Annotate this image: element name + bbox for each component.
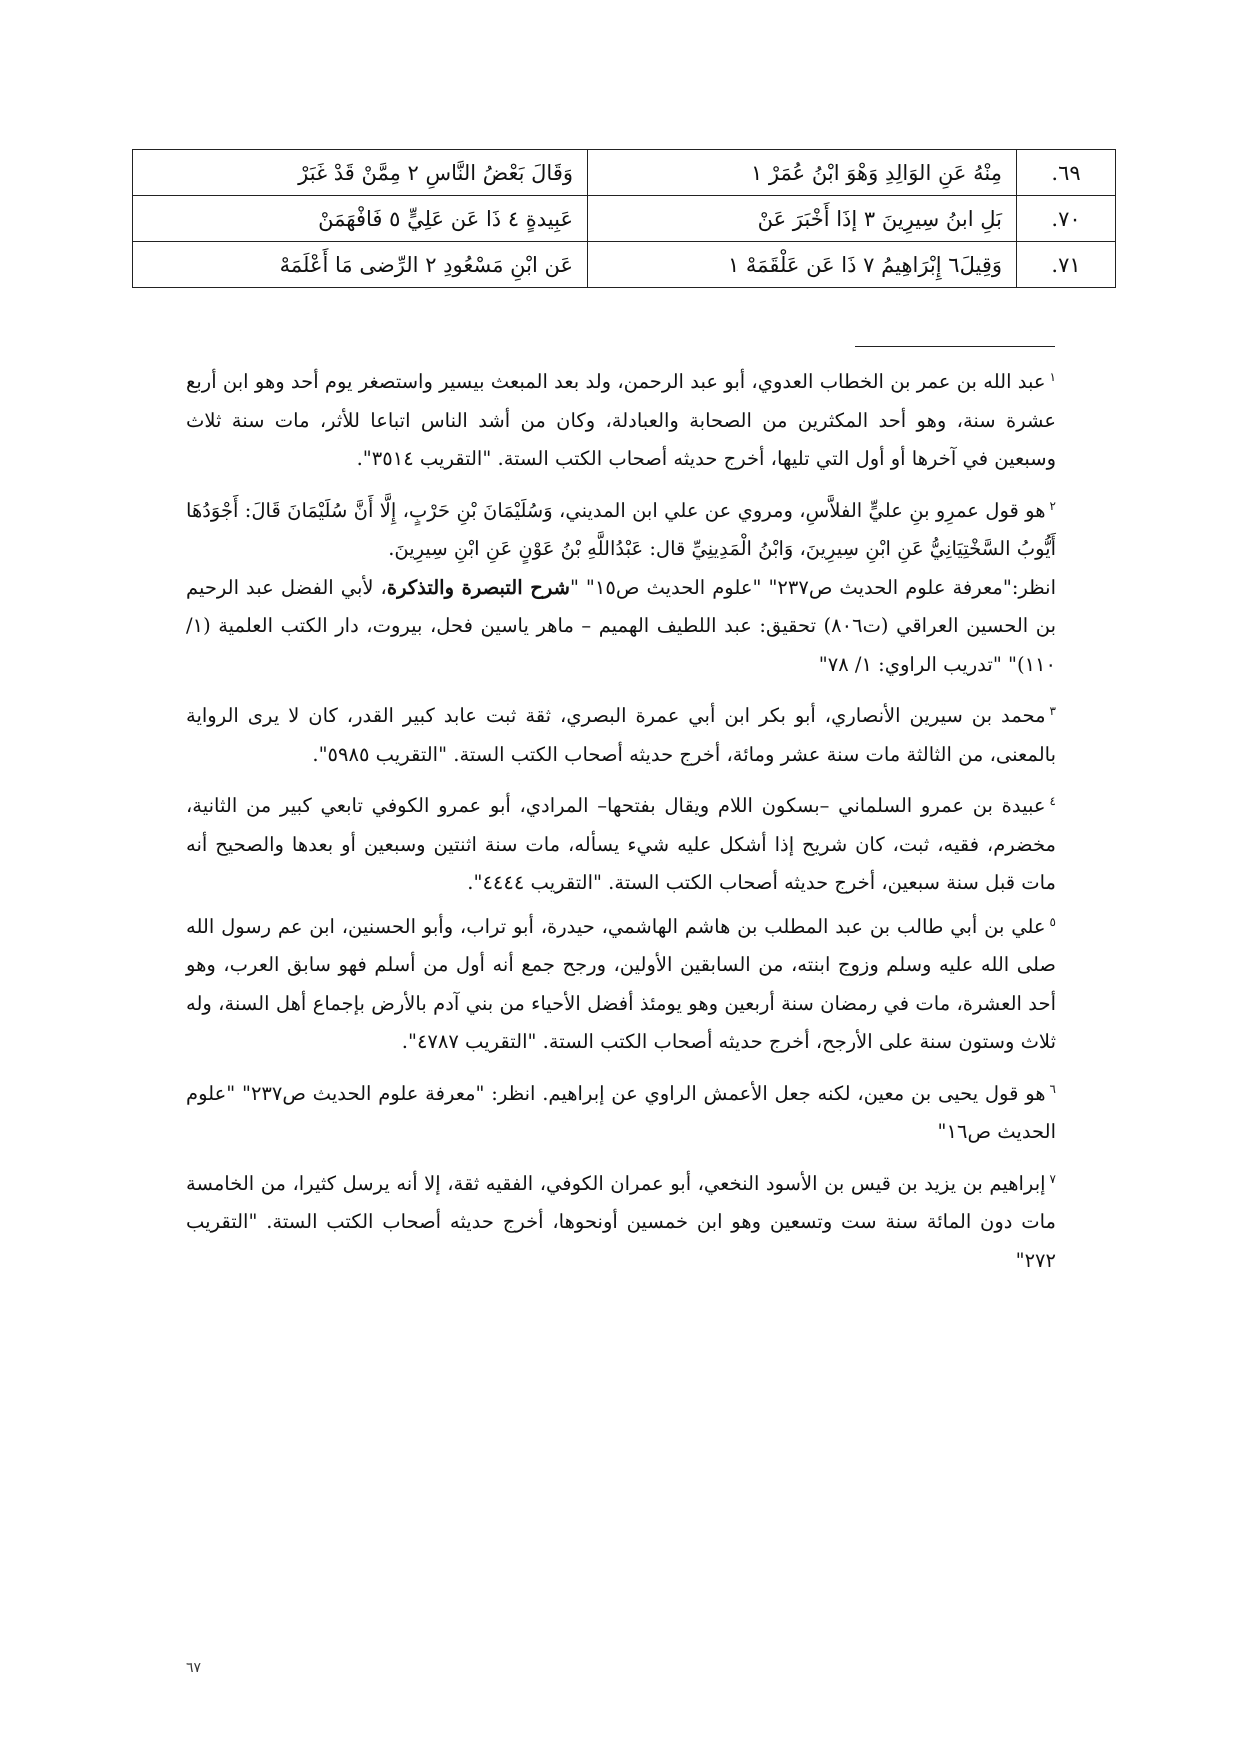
footnote-text: محمد بن سيرين الأنصاري، أبو بكر ابن أبي عمرة البصري، ثقة ثبت عابد كبير القدر، كان لا يرى الرواية بالمعنى، من الثالثة مات سنة عشر ومائة، أخرج حديثه أصحاب الكتب الستة. "التقريب ٥٩٨٥". [186,704,1056,766]
footnote-mark: ٢ [1049,498,1056,513]
footnote-mark: ٣ [1049,704,1056,718]
footnote-6 [186,1070,1056,1152]
table-row [133,196,1116,242]
verses-table [132,149,1116,288]
verse-number: ٧١. [1017,242,1116,288]
footnote-mark: ٤ [1049,794,1056,808]
reference-text: انظر:"معرفة علوم الحديث ص٢٣٧" "علوم الحديث ص١٥" " [569,575,1056,599]
footnote-separator [855,346,1055,347]
page-number: ٦٧ [186,1660,202,1676]
footnote-mark: ١ [1049,370,1056,384]
footnote-text: إبراهيم بن يزيد بن قيس بن الأسود النخعي، أبو عمران الكوفي، الفقيه ثقة، إلا أنه يرسل كثيرا، من الخامسة مات دون المائة سنة ست وتسعين وهو ابن خمسين أونحوها، أخرج حديثه أصحاب الكتب الستة. "التقريب ٢٧٢" [186,1171,1056,1272]
verse-second-hemistich: وَقَالَ بَعْضُ النَّاسِ ٢ مِمَّنْ قَدْ غَبَرْ [133,150,588,196]
verse-second-hemistich: عَن ابْنِ مَسْعُودِ ٢ الرِّضى مَا أَعْلَمَهْ [133,242,588,288]
footnote-2-references [186,569,1056,685]
footnote-text: عبيدة بن عمرو السلماني –بسكون اللام ويقال بفتحها– المرادي، أبو عمرو الكوفي تابعي كبير من الثانية، مخضرم، فقيه، ثبت، كان شريح إذا أشكل عليه شيء يسأله، مات سنة اثنتين وسبعين أو بعدها والصحيح أنه مات قبل سنة سبعين، أخرج حديثه أصحاب الكتب الستة. "التقريب ٤٤٤٤". [186,794,1056,894]
footnotes [186,358,1056,1288]
footnote-mark: ٥ [1049,914,1056,929]
table-row [133,150,1116,196]
footnote-text: عبد الله بن عمر بن الخطاب العدوي، أبو عبد الرحمن، ولد بعد المبعث بيسير واستصغر يوم أحد وهو ابن أربع عشرة سنة، وهو أحد المكثرين من الصحابة والعبادلة، وكان من أشد الناس اتباعا للأثر، مات سنة ثلاث وسبعين في آخرها أو أول التي تليها، أخرج حديثه أصحاب الكتب الستة. "التقريب ٣٥١٤". [186,370,1056,470]
footnote-5 [186,903,1056,1062]
footnote-mark: ٧ [1049,1171,1056,1186]
verse-first-hemistich: وَقِيلَ٦ إِبْرَاهِيمُ ٧ ذَا عَن عَلْقَمَهْ ١ [588,242,1017,288]
footnote-1 [186,358,1056,479]
footnote-3 [186,692,1056,774]
footnote-4 [186,782,1056,903]
verse-second-hemistich: عَبِيدةٍ ٤ ذَا عَن عَلِيٍّ ٥ فَافْهَمَنْ [133,196,588,242]
book-title: شرح التبصرة والتذكرة [386,575,570,599]
footnote-mark: ٦ [1049,1081,1056,1096]
verse-number: ٧٠. [1017,196,1116,242]
verse-first-hemistich: مِنْهُ عَنِ الوَالِدِ وَهْوَ ابْنُ عُمَرْ ١ [588,150,1017,196]
verse-first-hemistich: بَلِ ابنُ سِيرِينَ ٣ إذَا أَخْبَرَ عَنْ [588,196,1017,242]
verse-number: ٦٩. [1017,150,1116,196]
footnote-text: هو قول يحيى بن معين، لكنه جعل الأعمش الراوي عن إبراهيم. انظر: "معرفة علوم الحديث ص٢٣٧" "علوم الحديث ص١٦" [186,1081,1056,1143]
footnote-text: هو قول عمرِو بنِ عليٍّ الفلاَّسِ، ومروي عن علي ابن المديني، وَسُلَيْمَانَ بْنِ حَرْبٍ، إِلَّا أَنَّ سُلَيْمَانَ قَالَ: أَجْوَدُهَا أَيُّوبُ السَّخْتِيَانِيُّ عَنِ ابْنِ سِيرِينَ، وَابْنُ الْمَدِينِيِّ قال: عَبْدُاللَّهِ بْنُ عَوْنٍ عَنِ ابْنِ سِيرِينَ. [186,498,1056,560]
footnote-text: علي بن أبي طالب بن عبد المطلب بن هاشم الهاشمي، حيدرة، أبو تراب، وأبو الحسنين، ابن عم رسول الله صلى الله عليه وسلم وزوج ابنته، من السابقين الأولين، ورجح جمع أنه أول من أسلم فهو سابق العرب، وهو أحد العشرة، مات في رمضان سنة أربعين وهو يومئذ أفضل الأحياء من بني آدم بالأرض بإجماع أهل السنة، وله ثلاث وستون سنة على الأرجح، أخرج حديثه أصحاب الكتب الستة. "التقريب ٤٧٨٧". [186,914,1056,1053]
reference-text: ، لأبي الفضل عبد الرحيم بن الحسين العراقي (ت٨٠٦) تحقيق: عبد اللطيف الهميم – ماهر ياسين فحل، بيروت، دار الكتب العلمية (١/ ١١٠)" "تدريب الراوي: ١/ ٧٨" [186,575,1057,676]
table-row [133,242,1116,288]
footnote-2 [186,487,1056,569]
footnote-7 [186,1160,1056,1281]
